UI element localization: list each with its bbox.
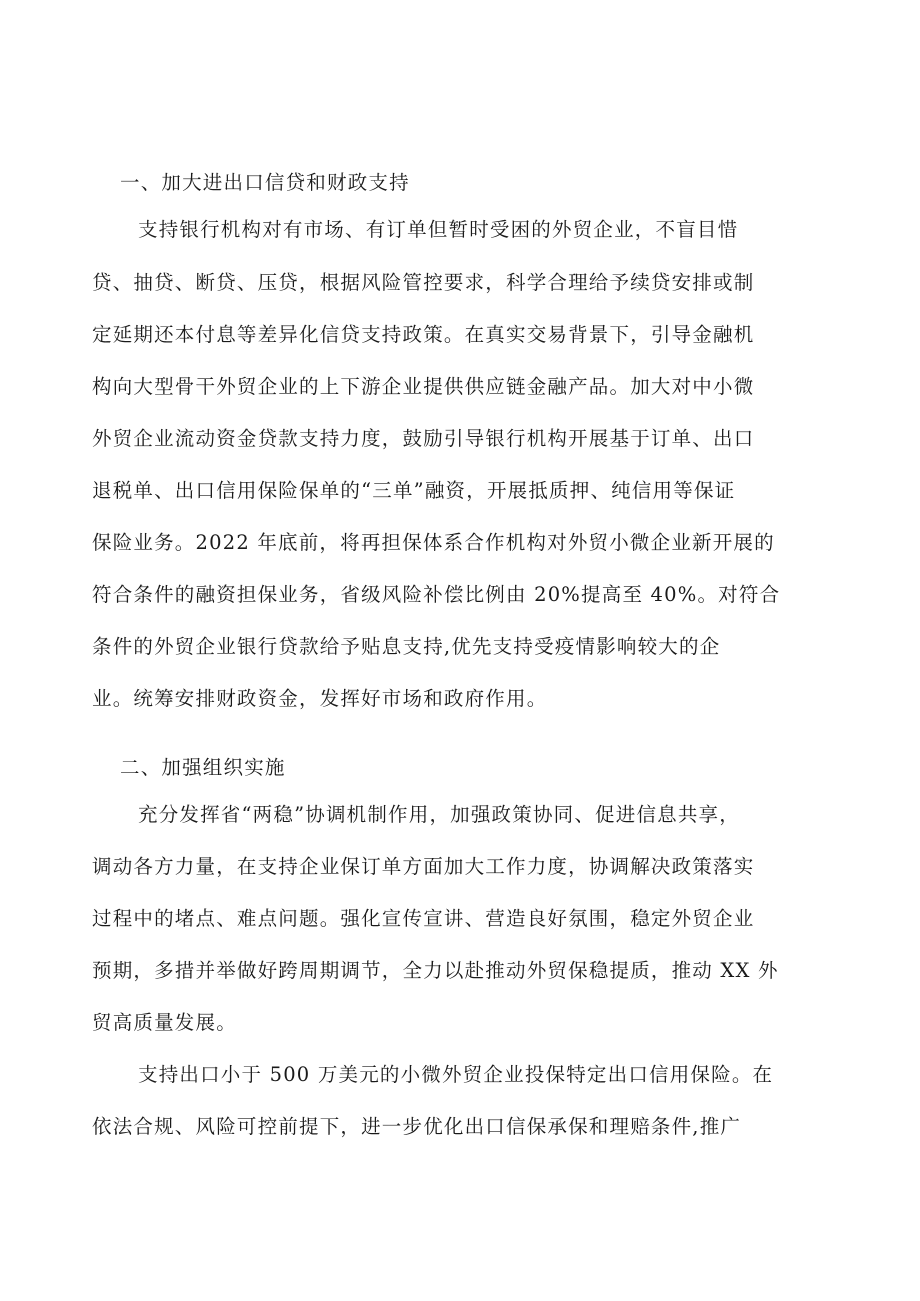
paragraph-line: 贸高质量发展。 [92,1011,237,1034]
paragraph-line: 业。统筹安排财政资金，发挥好市场和政府作用。 [92,687,548,710]
paragraph-line: 条件的外贸企业银行贷款给予贴息支持,优先支持受疫情影响较大的企 [92,635,721,658]
paragraph-line: 依法合规、风险可控前提下，进一步优化出口信保承保和理赔条件,推广 [92,1115,742,1138]
paragraph-line: 贷、抽贷、断贷、压贷，根据风险管控要求，科学合理给予续贷安排或制 [92,271,755,294]
paragraph-line: 充分发挥省“两稳”协调机制作用，加强政策协同、促进信息共享， [138,803,740,826]
paragraph-line: 支持出口小于 500 万美元的小微外贸企业投保特定出口信用保险。在 [138,1063,774,1086]
paragraph-line: 预期，多措并举做好跨周期调节，全力以赴推动外贸保稳提质，推动 XX 外 [92,959,779,982]
paragraph-line: 支持银行机构对有市场、有订单但暂时受困的外贸企业，不盲目惜 [138,218,739,241]
paragraph-line: 符合条件的融资担保业务，省级风险补偿比例由 20%提高至 40%。对符合 [92,583,781,606]
section-heading-2: 二、加强组织实施 [120,756,286,779]
paragraph-line: 构向大型骨干外贸企业的上下游企业提供供应链金融产品。加大对中小微 [92,375,755,398]
paragraph-line: 外贸企业流动资金贷款支持力度，鼓励引导银行机构开展基于订单、出口 [92,427,755,450]
paragraph-line: 退税单、出口信用保险保单的“三单”融资，开展抵质押、纯信用等保证 [92,479,736,502]
paragraph-line: 保险业务。2022 年底前，将再担保体系合作机构对外贸小微企业新开展的 [92,531,775,554]
section-heading-1: 一、加大进出口信贷和财政支持 [120,171,410,194]
paragraph-line: 定延期还本付息等差异化信贷支持政策。在真实交易背景下，引导金融机 [92,323,755,346]
paragraph-line: 过程中的堵点、难点问题。强化宣传宣讲、营造良好氛围，稳定外贸企业 [92,907,755,930]
paragraph-line: 调动各方力量，在支持企业保订单方面加大工作力度，协调解决政策落实 [92,855,755,878]
